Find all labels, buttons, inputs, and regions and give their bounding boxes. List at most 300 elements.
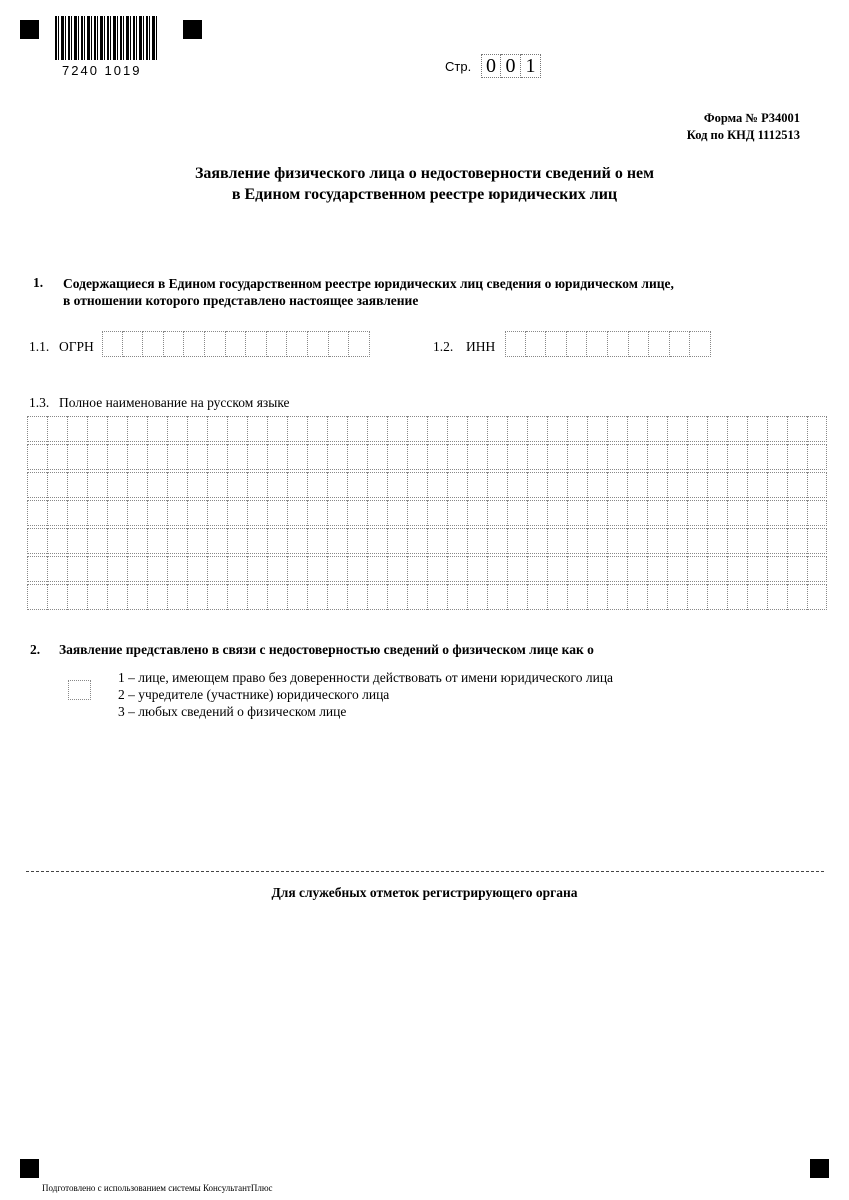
entry-cell[interactable] xyxy=(667,584,687,610)
entry-cell[interactable] xyxy=(327,500,347,526)
entry-cell[interactable] xyxy=(747,444,767,470)
entry-cell[interactable] xyxy=(587,444,607,470)
entry-cell[interactable] xyxy=(767,444,787,470)
entry-cell[interactable] xyxy=(287,444,307,470)
entry-cell[interactable] xyxy=(787,500,807,526)
entry-cell[interactable] xyxy=(387,472,407,498)
entry-cell[interactable] xyxy=(727,528,747,554)
entry-cell[interactable] xyxy=(247,556,267,582)
entry-cell[interactable] xyxy=(227,528,247,554)
entry-cell[interactable] xyxy=(227,472,247,498)
entry-cell[interactable] xyxy=(747,472,767,498)
entry-cell[interactable] xyxy=(647,444,667,470)
entry-cell[interactable] xyxy=(327,584,347,610)
entry-cell[interactable] xyxy=(67,528,87,554)
entry-cell[interactable] xyxy=(527,528,547,554)
entry-cell[interactable] xyxy=(205,331,226,357)
entry-cell[interactable] xyxy=(747,500,767,526)
entry-cell[interactable] xyxy=(27,584,47,610)
entry-cell[interactable] xyxy=(247,472,267,498)
entry-cell[interactable] xyxy=(647,584,667,610)
entry-cell[interactable] xyxy=(407,584,427,610)
entry-cell[interactable] xyxy=(670,331,691,357)
entry-cell[interactable] xyxy=(67,416,87,442)
entry-cell[interactable] xyxy=(167,472,187,498)
entry-cell[interactable] xyxy=(747,416,767,442)
entry-cell[interactable] xyxy=(747,528,767,554)
entry-cell[interactable] xyxy=(427,472,447,498)
entry-cell[interactable] xyxy=(567,528,587,554)
entry-cell[interactable] xyxy=(527,472,547,498)
entry-cell[interactable] xyxy=(407,528,427,554)
entry-cell[interactable] xyxy=(27,472,47,498)
entry-cell[interactable] xyxy=(102,331,123,357)
entry-cell[interactable] xyxy=(687,444,707,470)
entry-cell[interactable] xyxy=(627,584,647,610)
entry-cell[interactable] xyxy=(87,444,107,470)
entry-cell[interactable] xyxy=(467,528,487,554)
entry-cell[interactable] xyxy=(587,584,607,610)
entry-cell[interactable] xyxy=(547,472,567,498)
entry-cell[interactable] xyxy=(687,500,707,526)
entry-cell[interactable] xyxy=(367,500,387,526)
entry-cell[interactable] xyxy=(347,528,367,554)
entry-cell[interactable] xyxy=(67,472,87,498)
entry-cell[interactable] xyxy=(147,472,167,498)
entry-cell[interactable] xyxy=(787,556,807,582)
entry-cell[interactable] xyxy=(187,416,207,442)
entry-cell[interactable] xyxy=(587,528,607,554)
entry-cell[interactable] xyxy=(687,528,707,554)
full-name-grid-row[interactable] xyxy=(27,584,827,610)
entry-cell[interactable] xyxy=(47,472,67,498)
entry-cell[interactable] xyxy=(467,444,487,470)
entry-cell[interactable] xyxy=(627,528,647,554)
entry-cell[interactable] xyxy=(127,472,147,498)
entry-cell[interactable] xyxy=(467,472,487,498)
entry-cell[interactable] xyxy=(407,500,427,526)
entry-cell[interactable] xyxy=(607,444,627,470)
full-name-grid-row[interactable] xyxy=(27,500,827,526)
entry-cell[interactable] xyxy=(127,416,147,442)
entry-cell[interactable] xyxy=(27,500,47,526)
entry-cell[interactable] xyxy=(27,444,47,470)
entry-cell[interactable] xyxy=(427,500,447,526)
entry-cell[interactable] xyxy=(27,528,47,554)
entry-cell[interactable] xyxy=(47,528,67,554)
entry-cell[interactable] xyxy=(727,556,747,582)
entry-cell[interactable] xyxy=(349,331,370,357)
entry-cell[interactable] xyxy=(787,444,807,470)
entry-cell[interactable] xyxy=(267,416,287,442)
entry-cell[interactable] xyxy=(767,416,787,442)
entry-cell[interactable] xyxy=(207,528,227,554)
entry-cell[interactable] xyxy=(307,500,327,526)
entry-cell[interactable] xyxy=(347,416,367,442)
entry-cell[interactable] xyxy=(227,444,247,470)
entry-cell[interactable] xyxy=(487,472,507,498)
entry-cell[interactable] xyxy=(307,472,327,498)
entry-cell[interactable] xyxy=(647,556,667,582)
entry-cell[interactable] xyxy=(107,528,127,554)
entry-cell[interactable] xyxy=(147,416,167,442)
entry-cell[interactable] xyxy=(427,528,447,554)
entry-cell[interactable] xyxy=(787,584,807,610)
entry-cell[interactable] xyxy=(187,444,207,470)
entry-cell[interactable] xyxy=(587,556,607,582)
entry-cell[interactable] xyxy=(287,500,307,526)
entry-cell[interactable] xyxy=(807,472,827,498)
entry-cell[interactable] xyxy=(407,416,427,442)
entry-cell[interactable] xyxy=(427,444,447,470)
entry-cell[interactable] xyxy=(67,444,87,470)
entry-cell[interactable] xyxy=(587,416,607,442)
entry-cell[interactable] xyxy=(187,528,207,554)
entry-cell[interactable] xyxy=(307,556,327,582)
entry-cell[interactable] xyxy=(367,472,387,498)
entry-cell[interactable] xyxy=(647,416,667,442)
entry-cell[interactable] xyxy=(267,472,287,498)
reason-checkbox[interactable] xyxy=(68,680,91,700)
entry-cell[interactable] xyxy=(687,584,707,610)
entry-cell[interactable] xyxy=(147,528,167,554)
entry-cell[interactable] xyxy=(627,500,647,526)
entry-cell[interactable] xyxy=(107,444,127,470)
entry-cell[interactable] xyxy=(207,584,227,610)
entry-cell[interactable] xyxy=(87,584,107,610)
entry-cell[interactable] xyxy=(107,584,127,610)
entry-cell[interactable] xyxy=(246,331,267,357)
entry-cell[interactable] xyxy=(367,444,387,470)
entry-cell[interactable] xyxy=(207,444,227,470)
entry-cell[interactable] xyxy=(387,556,407,582)
entry-cell[interactable] xyxy=(67,500,87,526)
entry-cell[interactable] xyxy=(707,416,727,442)
entry-cell[interactable] xyxy=(287,556,307,582)
entry-cell[interactable] xyxy=(327,416,347,442)
entry-cell[interactable] xyxy=(607,556,627,582)
entry-cell[interactable] xyxy=(546,331,567,357)
entry-cell[interactable] xyxy=(467,556,487,582)
entry-cell[interactable] xyxy=(767,556,787,582)
entry-cell[interactable] xyxy=(567,500,587,526)
entry-cell[interactable] xyxy=(387,500,407,526)
entry-cell[interactable] xyxy=(527,556,547,582)
entry-cell[interactable] xyxy=(207,500,227,526)
entry-cell[interactable] xyxy=(167,500,187,526)
entry-cell[interactable] xyxy=(167,416,187,442)
entry-cell[interactable] xyxy=(767,584,787,610)
entry-cell[interactable] xyxy=(247,416,267,442)
full-name-grid-row[interactable] xyxy=(27,556,827,582)
entry-cell[interactable] xyxy=(727,500,747,526)
ogrn-input-cells[interactable] xyxy=(102,331,370,357)
entry-cell[interactable] xyxy=(207,416,227,442)
entry-cell[interactable] xyxy=(127,528,147,554)
entry-cell[interactable] xyxy=(587,500,607,526)
entry-cell[interactable] xyxy=(47,584,67,610)
entry-cell[interactable] xyxy=(487,556,507,582)
entry-cell[interactable] xyxy=(627,416,647,442)
entry-cell[interactable] xyxy=(507,416,527,442)
entry-cell[interactable] xyxy=(187,584,207,610)
full-name-grid-row[interactable] xyxy=(27,472,827,498)
entry-cell[interactable] xyxy=(427,556,447,582)
entry-cell[interactable] xyxy=(167,556,187,582)
entry-cell[interactable] xyxy=(87,556,107,582)
entry-cell[interactable] xyxy=(707,500,727,526)
entry-cell[interactable] xyxy=(87,528,107,554)
entry-cell[interactable] xyxy=(87,500,107,526)
entry-cell[interactable] xyxy=(247,500,267,526)
entry-cell[interactable] xyxy=(526,331,547,357)
entry-cell[interactable] xyxy=(287,472,307,498)
full-name-grid-row[interactable] xyxy=(27,444,827,470)
entry-cell[interactable] xyxy=(327,472,347,498)
entry-cell[interactable] xyxy=(507,500,527,526)
entry-cell[interactable] xyxy=(587,472,607,498)
entry-cell[interactable] xyxy=(407,556,427,582)
entry-cell[interactable] xyxy=(227,416,247,442)
entry-cell[interactable] xyxy=(667,416,687,442)
entry-cell[interactable] xyxy=(47,444,67,470)
entry-cell[interactable] xyxy=(267,500,287,526)
entry-cell[interactable] xyxy=(527,416,547,442)
entry-cell[interactable] xyxy=(627,556,647,582)
entry-cell[interactable] xyxy=(507,472,527,498)
entry-cell[interactable] xyxy=(807,444,827,470)
entry-cell[interactable] xyxy=(287,331,308,357)
entry-cell[interactable] xyxy=(27,416,47,442)
entry-cell[interactable] xyxy=(247,584,267,610)
entry-cell[interactable] xyxy=(690,331,711,357)
entry-cell[interactable] xyxy=(367,556,387,582)
entry-cell[interactable] xyxy=(467,500,487,526)
entry-cell[interactable] xyxy=(767,472,787,498)
entry-cell[interactable] xyxy=(707,472,727,498)
entry-cell[interactable] xyxy=(487,584,507,610)
entry-cell[interactable] xyxy=(767,528,787,554)
entry-cell[interactable] xyxy=(629,331,650,357)
entry-cell[interactable] xyxy=(187,472,207,498)
entry-cell[interactable] xyxy=(407,444,427,470)
entry-cell[interactable] xyxy=(107,472,127,498)
entry-cell[interactable] xyxy=(147,500,167,526)
entry-cell[interactable] xyxy=(687,472,707,498)
entry-cell[interactable] xyxy=(647,472,667,498)
entry-cell[interactable] xyxy=(527,584,547,610)
entry-cell[interactable] xyxy=(627,444,647,470)
entry-cell[interactable] xyxy=(247,444,267,470)
entry-cell[interactable] xyxy=(627,472,647,498)
entry-cell[interactable] xyxy=(647,528,667,554)
entry-cell[interactable] xyxy=(747,584,767,610)
entry-cell[interactable] xyxy=(727,584,747,610)
entry-cell[interactable] xyxy=(308,331,329,357)
entry-cell[interactable] xyxy=(387,444,407,470)
full-name-grid-row[interactable] xyxy=(27,528,827,554)
entry-cell[interactable] xyxy=(547,416,567,442)
entry-cell[interactable] xyxy=(143,331,164,357)
entry-cell[interactable] xyxy=(667,528,687,554)
entry-cell[interactable] xyxy=(467,584,487,610)
entry-cell[interactable] xyxy=(507,556,527,582)
entry-cell[interactable] xyxy=(667,472,687,498)
entry-cell[interactable] xyxy=(47,416,67,442)
entry-cell[interactable] xyxy=(607,416,627,442)
entry-cell[interactable] xyxy=(227,500,247,526)
entry-cell[interactable] xyxy=(687,556,707,582)
entry-cell[interactable] xyxy=(127,556,147,582)
entry-cell[interactable] xyxy=(727,416,747,442)
entry-cell[interactable] xyxy=(184,331,205,357)
entry-cell[interactable] xyxy=(367,416,387,442)
entry-cell[interactable] xyxy=(387,416,407,442)
entry-cell[interactable] xyxy=(667,500,687,526)
entry-cell[interactable] xyxy=(787,416,807,442)
entry-cell[interactable] xyxy=(127,444,147,470)
entry-cell[interactable] xyxy=(107,416,127,442)
entry-cell[interactable] xyxy=(267,556,287,582)
entry-cell[interactable] xyxy=(387,528,407,554)
entry-cell[interactable] xyxy=(607,472,627,498)
entry-cell[interactable] xyxy=(27,556,47,582)
entry-cell[interactable] xyxy=(567,472,587,498)
entry-cell[interactable] xyxy=(447,584,467,610)
entry-cell[interactable] xyxy=(327,528,347,554)
entry-cell[interactable] xyxy=(447,500,467,526)
entry-cell[interactable] xyxy=(667,556,687,582)
entry-cell[interactable] xyxy=(147,584,167,610)
entry-cell[interactable] xyxy=(547,444,567,470)
entry-cell[interactable] xyxy=(187,500,207,526)
entry-cell[interactable] xyxy=(487,444,507,470)
entry-cell[interactable] xyxy=(747,556,767,582)
entry-cell[interactable] xyxy=(367,528,387,554)
entry-cell[interactable] xyxy=(447,444,467,470)
entry-cell[interactable] xyxy=(227,584,247,610)
entry-cell[interactable] xyxy=(367,584,387,610)
entry-cell[interactable] xyxy=(287,584,307,610)
entry-cell[interactable] xyxy=(427,584,447,610)
entry-cell[interactable] xyxy=(447,416,467,442)
entry-cell[interactable] xyxy=(807,416,827,442)
entry-cell[interactable] xyxy=(167,528,187,554)
entry-cell[interactable] xyxy=(807,528,827,554)
entry-cell[interactable] xyxy=(123,331,144,357)
entry-cell[interactable] xyxy=(207,556,227,582)
entry-cell[interactable] xyxy=(347,444,367,470)
entry-cell[interactable] xyxy=(527,444,547,470)
entry-cell[interactable] xyxy=(649,331,670,357)
entry-cell[interactable] xyxy=(167,584,187,610)
entry-cell[interactable] xyxy=(187,556,207,582)
entry-cell[interactable] xyxy=(587,331,608,357)
entry-cell[interactable] xyxy=(607,528,627,554)
entry-cell[interactable] xyxy=(767,500,787,526)
entry-cell[interactable] xyxy=(267,584,287,610)
entry-cell[interactable] xyxy=(707,444,727,470)
entry-cell[interactable] xyxy=(608,331,629,357)
entry-cell[interactable] xyxy=(67,556,87,582)
entry-cell[interactable] xyxy=(807,584,827,610)
entry-cell[interactable] xyxy=(307,416,327,442)
entry-cell[interactable] xyxy=(147,556,167,582)
entry-cell[interactable] xyxy=(567,444,587,470)
entry-cell[interactable] xyxy=(247,528,267,554)
entry-cell[interactable] xyxy=(447,472,467,498)
entry-cell[interactable] xyxy=(347,584,367,610)
entry-cell[interactable] xyxy=(647,500,667,526)
entry-cell[interactable] xyxy=(487,528,507,554)
entry-cell[interactable] xyxy=(226,331,247,357)
full-name-grid-row[interactable] xyxy=(27,416,827,442)
entry-cell[interactable] xyxy=(447,556,467,582)
entry-cell[interactable] xyxy=(567,416,587,442)
entry-cell[interactable] xyxy=(607,584,627,610)
entry-cell[interactable] xyxy=(267,331,288,357)
entry-cell[interactable] xyxy=(164,331,185,357)
entry-cell[interactable] xyxy=(567,584,587,610)
entry-cell[interactable] xyxy=(207,472,227,498)
entry-cell[interactable] xyxy=(807,500,827,526)
entry-cell[interactable] xyxy=(487,416,507,442)
entry-cell[interactable] xyxy=(447,528,467,554)
entry-cell[interactable] xyxy=(427,416,447,442)
entry-cell[interactable] xyxy=(727,472,747,498)
entry-cell[interactable] xyxy=(567,556,587,582)
entry-cell[interactable] xyxy=(87,416,107,442)
entry-cell[interactable] xyxy=(307,444,327,470)
entry-cell[interactable] xyxy=(47,500,67,526)
entry-cell[interactable] xyxy=(547,528,567,554)
entry-cell[interactable] xyxy=(47,556,67,582)
entry-cell[interactable] xyxy=(807,556,827,582)
entry-cell[interactable] xyxy=(87,472,107,498)
entry-cell[interactable] xyxy=(547,584,567,610)
entry-cell[interactable] xyxy=(107,500,127,526)
entry-cell[interactable] xyxy=(227,556,247,582)
entry-cell[interactable] xyxy=(327,556,347,582)
entry-cell[interactable] xyxy=(487,500,507,526)
entry-cell[interactable] xyxy=(687,416,707,442)
entry-cell[interactable] xyxy=(567,331,588,357)
entry-cell[interactable] xyxy=(505,331,526,357)
entry-cell[interactable] xyxy=(287,528,307,554)
entry-cell[interactable] xyxy=(667,444,687,470)
entry-cell[interactable] xyxy=(267,444,287,470)
entry-cell[interactable] xyxy=(607,500,627,526)
entry-cell[interactable] xyxy=(327,444,347,470)
entry-cell[interactable] xyxy=(127,500,147,526)
entry-cell[interactable] xyxy=(307,528,327,554)
entry-cell[interactable] xyxy=(127,584,147,610)
entry-cell[interactable] xyxy=(547,556,567,582)
entry-cell[interactable] xyxy=(467,416,487,442)
entry-cell[interactable] xyxy=(347,472,367,498)
entry-cell[interactable] xyxy=(407,472,427,498)
entry-cell[interactable] xyxy=(387,584,407,610)
entry-cell[interactable] xyxy=(707,584,727,610)
entry-cell[interactable] xyxy=(107,556,127,582)
entry-cell[interactable] xyxy=(167,444,187,470)
entry-cell[interactable] xyxy=(147,444,167,470)
entry-cell[interactable] xyxy=(287,416,307,442)
entry-cell[interactable] xyxy=(707,528,727,554)
entry-cell[interactable] xyxy=(347,556,367,582)
entry-cell[interactable] xyxy=(307,584,327,610)
inn-input-cells[interactable] xyxy=(505,331,711,357)
